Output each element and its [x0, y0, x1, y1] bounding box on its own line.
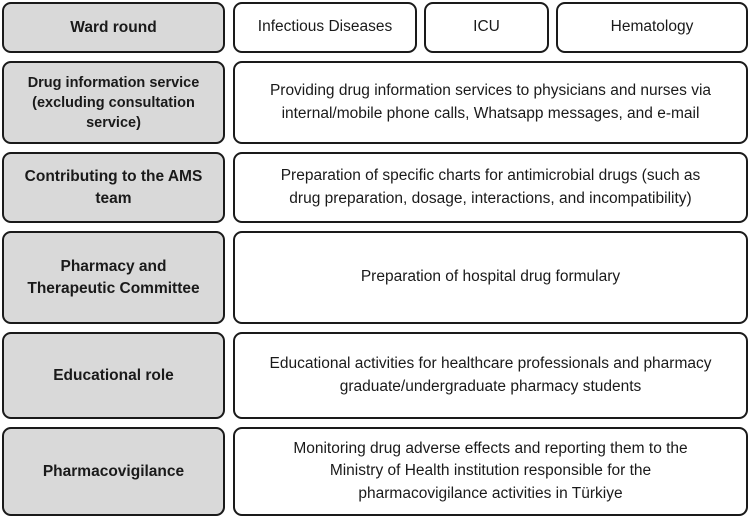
detail-text: Providing drug information services to physicians and nurses via: [269, 82, 712, 100]
category-pharmacovigilance: [2, 427, 225, 516]
detail-ams-team: [233, 152, 748, 223]
detail-text: drug preparation, dosage, interactions, and incompatibility): [289, 189, 692, 207]
detail-text: graduate/undergraduate pharmacy students: [339, 377, 642, 395]
detail-text: Infectious Diseases: [257, 18, 393, 36]
detail-educational-role: [233, 332, 748, 419]
detail-text: internal/mobile phone calls, Whatsapp messages, and e-mail: [281, 104, 700, 122]
category-ams-team: [2, 152, 225, 223]
detail-pharmacy-therapeutic-committee: [233, 231, 748, 324]
ward-infectious-diseases: [233, 2, 417, 53]
detail-text: Hematology: [610, 18, 694, 36]
category-text: Therapeutic Committee: [27, 279, 200, 297]
detail-drug-information-service: [233, 61, 748, 144]
ward-hematology: [556, 2, 748, 53]
category-text: (excluding consultation: [32, 94, 195, 111]
category-pharmacy-therapeutic-committee: [2, 231, 225, 324]
category-text: Contributing to the AMS: [24, 168, 203, 186]
detail-text: Educational activities for healthcare professionals and pharmacy: [269, 355, 712, 373]
category-text: Pharmacy and: [60, 258, 167, 276]
category-educational-role: [2, 332, 225, 419]
category-text: Educational role: [53, 366, 174, 384]
detail-text: Preparation of hospital drug formulary: [360, 268, 621, 286]
ward-icu: [424, 2, 549, 53]
category-ward-round: [2, 2, 225, 53]
category-text: Ward round: [70, 18, 157, 36]
category-text: Drug information service: [27, 74, 200, 91]
detail-text: Preparation of specific charts for antimicrobial drugs (such as: [280, 167, 701, 185]
detail-text: Ministry of Health institution responsible for the: [329, 462, 652, 480]
category-text: service): [86, 114, 141, 131]
detail-pharmacovigilance: [233, 427, 748, 516]
category-drug-information-service: [2, 61, 225, 144]
category-text: Pharmacovigilance: [42, 462, 185, 480]
detail-text: pharmacovigilance activities in Türkiye: [358, 484, 623, 502]
detail-text: Monitoring drug adverse effects and reporting them to the: [293, 439, 688, 457]
detail-text: ICU: [473, 18, 500, 36]
category-text: team: [95, 189, 132, 207]
